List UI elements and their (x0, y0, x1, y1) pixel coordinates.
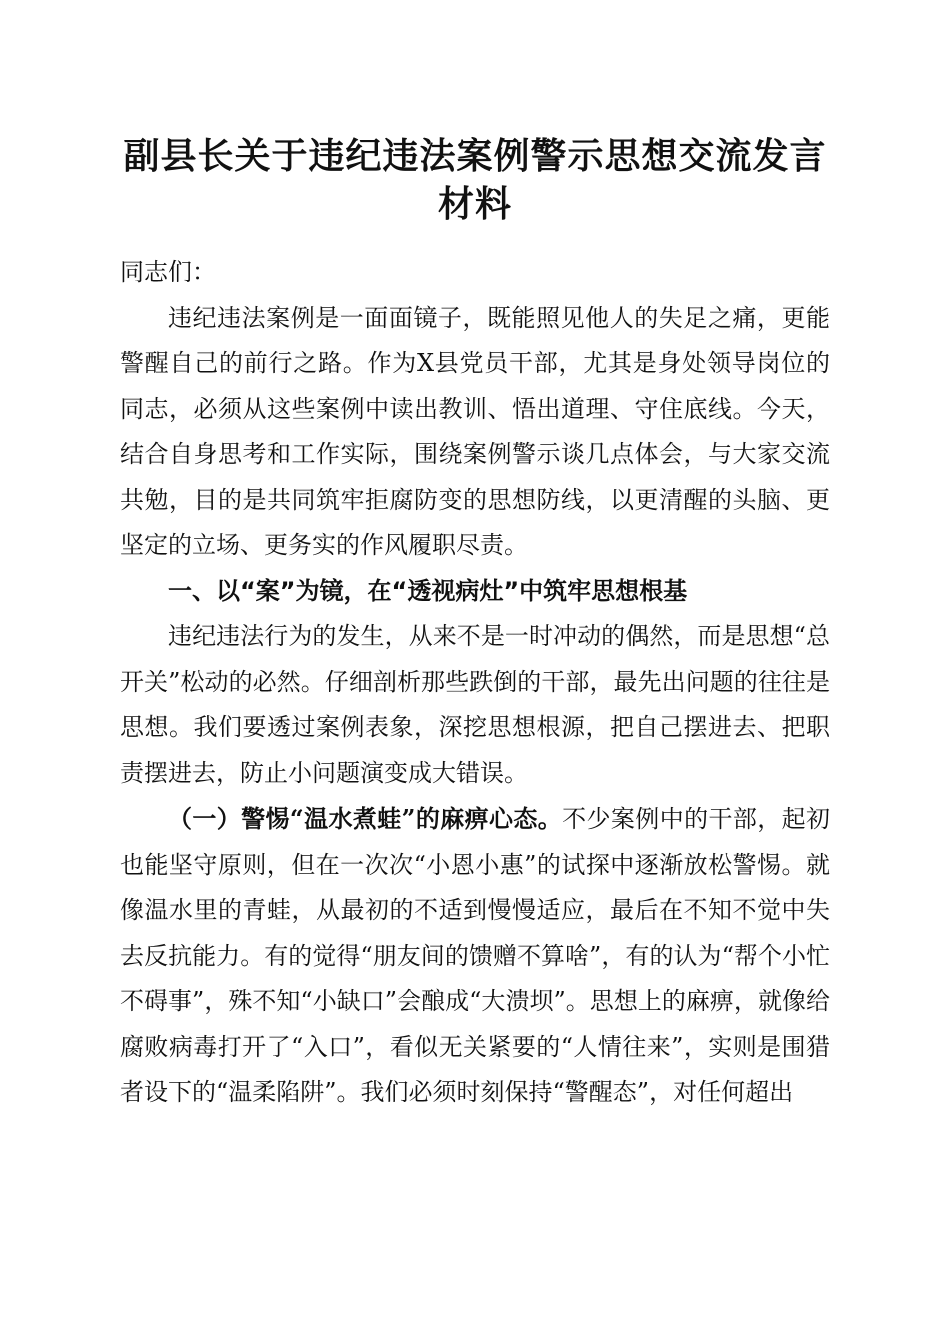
section-heading: 一、以“案”为镜，在“透视病灶”中筑牢思想根基 (168, 576, 688, 605)
document-body (120, 250, 830, 1116)
subsection-paragraph (120, 796, 830, 1116)
section-paragraph: 违纪违法行为的发生，从来不是一时冲动的偶然，而是思想“总开关”松动的必然。仔细剖析那些跌倒的干部，最先出问题的往往是思想。我们要透过案例表象，深挖思想根源，把自己摆进去、把职责摆进去，防止小问题演变成大错误。 (120, 622, 830, 787)
intro-paragraph: 违纪违法案例是一面面镜子，既能照见他人的失足之痛，更能警醒自己的前行之路。作为X县党员干部，尤其是身处领导岗位的同志，必须从这些案例中读出教训、悟出道理、守住底线。今天，结合自身思考和工作实际，围绕案例警示谈几点体会，与大家交流共勉，目的是共同筑牢拒腐防变的思想防线，以更清醒的头脑、更坚定的立场、更务实的作风履职尽责。 (120, 303, 830, 559)
subsection-text: 不少案例中的干部，起初也能坚守原则，但在一次次“小恩小惠”的试探中逐渐放松警惕。就像温水里的青蛙，从最初的不适到慢慢适应，最后在不知不觉中失去反抗能力。有的觉得“朋友间的馈赠不算啥”，有的认为“帮个小忙不碍事”，殊不知“小缺口”会酿成“大溃坝”。思想上的麻痹，就像给腐败病毒打开了“入口”，看似无关紧要的“人情往来”，实则是围猎者设下的“温柔陷阱”。我们必须时刻保持“警醒态”，对任何超出 (120, 805, 831, 1106)
subsection-heading: （一）警惕“温水煮蛙”的麻痹心态。 (168, 804, 563, 833)
salutation: 同志们： (120, 258, 216, 286)
document-title: 副县长关于违纪违法案例警示思想交流发言材料 (123, 135, 827, 225)
